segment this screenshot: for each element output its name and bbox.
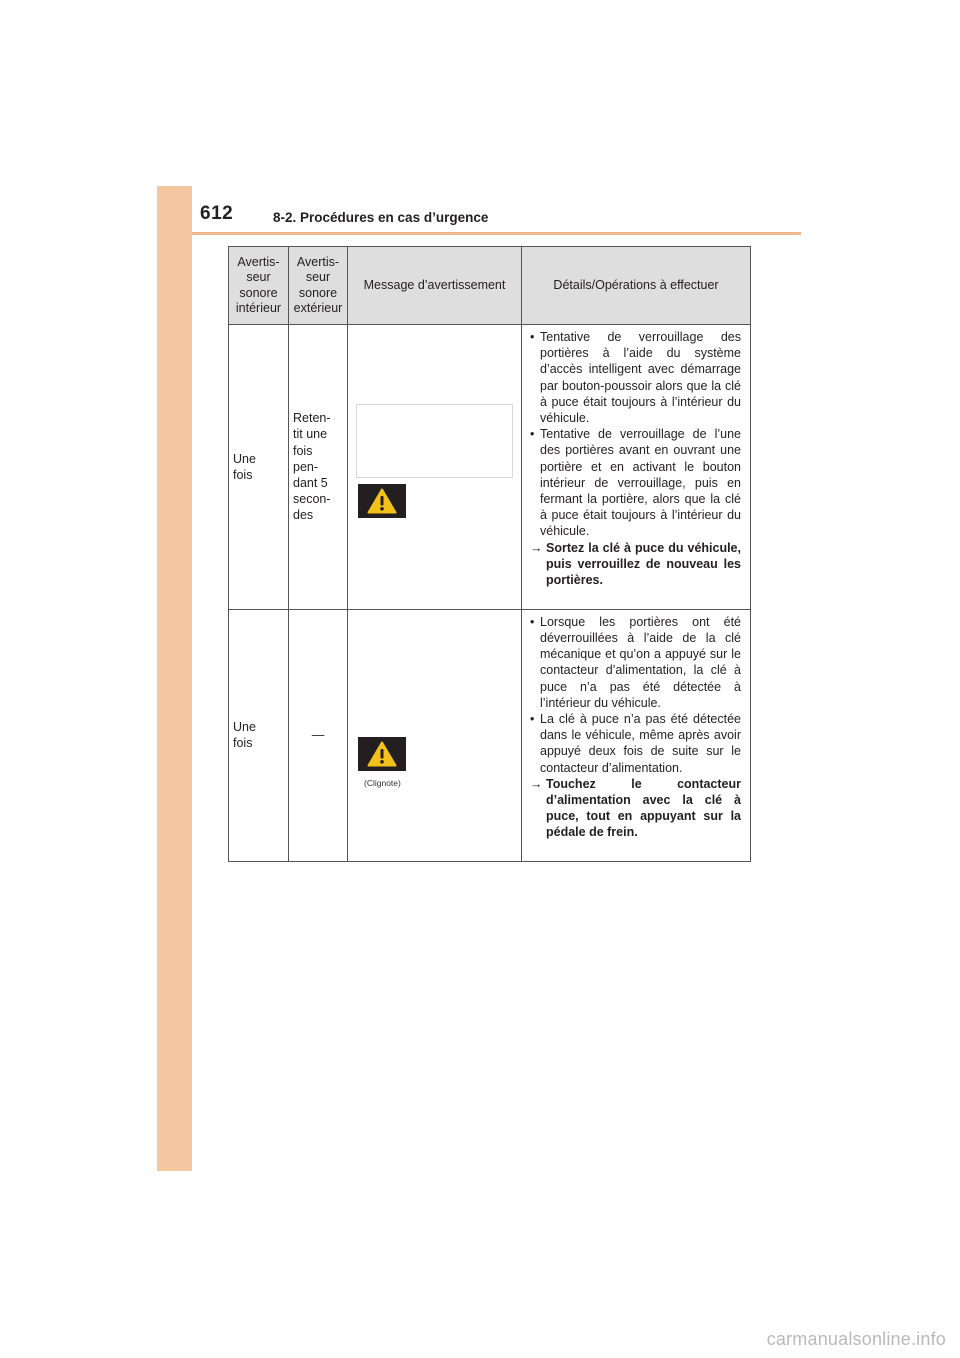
exterior-buzzer-cell: Reten- tit une fois pen- dant 5 secon- des xyxy=(289,325,348,610)
action-instruction: → Touchez le contacteur d’alimentation avec la clé à puce, tout en appuyant sur la pédale de frein. xyxy=(530,776,741,840)
col-header-warning-message: Message d’avertissement xyxy=(348,247,522,325)
no-buzzer-dash: — xyxy=(311,728,325,743)
table-row xyxy=(229,325,751,610)
col-header-details: Détails/Opérations à effectuer xyxy=(522,247,751,325)
chapter-side-tab xyxy=(157,186,192,1171)
warning-message-cell xyxy=(348,609,522,861)
col-header-exterior-buzzer: Avertis- seur sonore extérieur xyxy=(289,247,348,325)
arrow-icon: → xyxy=(530,540,543,555)
section-title: 8-2. Procédures en cas d’urgence xyxy=(273,210,489,225)
warning-table xyxy=(228,246,751,862)
message-display-box xyxy=(356,404,513,478)
detail-item: • Lorsque les portières ont été déverrouillées à l’aide de la clé mécanique et qu’on a appuyé sur le contacteur d’alimentation, la clé à puce n’a pas été détectée à l’intérieur du véhicule. xyxy=(531,614,741,711)
exterior-buzzer-cell xyxy=(289,609,348,861)
interior-buzzer-cell: Une fois xyxy=(229,325,289,610)
watermark: carmanualsonline.info xyxy=(766,1329,946,1349)
details-cell xyxy=(522,609,751,861)
detail-item: • Tentative de verrouillage des portières à l’aide du système d’accès intelligent avec démarrage par bouton-poussoir alors que la clé à puce était toujours à l’intérieur du véhicule. xyxy=(531,329,741,426)
blink-note: (Clignote) xyxy=(364,777,401,788)
warning-message-cell xyxy=(348,325,522,610)
interior-buzzer-cell: Une fois xyxy=(229,609,289,861)
detail-item: • Tentative de verrouillage de l’une des portières avant en ouvrant une portière et en activant le bouton intérieur de verrouillage, puis en fermant la portière, alors que la clé à puce était toujours à l’intérieur du véhicule. xyxy=(531,426,741,539)
details-cell xyxy=(522,325,751,610)
table-row xyxy=(229,609,751,861)
header-divider xyxy=(192,232,801,235)
table-header-row xyxy=(229,247,751,325)
col-header-interior-buzzer: Avertis- seur sonore intérieur xyxy=(229,247,289,325)
warning-triangle-icon xyxy=(358,737,406,771)
warning-triangle-icon xyxy=(358,484,406,518)
page-number: 612 xyxy=(200,203,234,224)
action-instruction: → Sortez la clé à puce du véhicule, puis verrouillez de nouveau les portières. xyxy=(530,540,741,588)
arrow-icon: → xyxy=(530,776,543,791)
detail-item: • La clé à puce n’a pas été détectée dans le véhicule, même après avoir appuyé deux fois de suite sur le contacteur d’alimentation. xyxy=(531,711,741,776)
